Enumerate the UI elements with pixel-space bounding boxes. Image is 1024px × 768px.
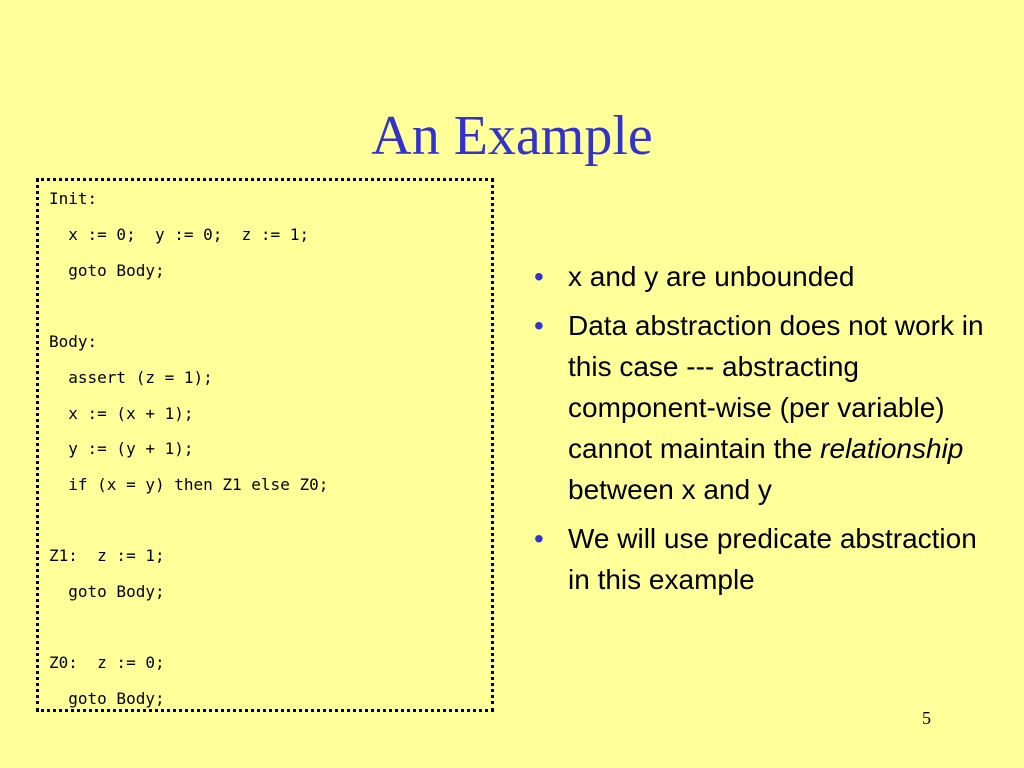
code-line: goto Body; [49, 582, 165, 601]
code-line: y := (y + 1); [49, 439, 194, 458]
code-box [36, 178, 494, 712]
slide-title: An Example [371, 105, 653, 167]
bullet-item [534, 256, 984, 297]
code-line: x := (x + 1); [49, 404, 194, 423]
bullet-text: x and y are unbounded [568, 261, 855, 292]
bullet-item [534, 518, 984, 600]
bullet-item [534, 305, 984, 510]
code-line: goto Body; [49, 689, 165, 708]
slide-number: 5 [922, 708, 931, 728]
bullet-text: Data abstraction does not work in this case --- abstracting component-wise (per variable) cannot maintain the [568, 310, 984, 464]
code-line: x := 0; y := 0; z := 1; [49, 225, 310, 244]
code-line: goto Body; [49, 261, 165, 280]
bullet-icon: • [534, 310, 544, 341]
code-line: Z1: z := 1; [49, 546, 165, 565]
code-line: Body: [49, 332, 98, 351]
code-line: assert (z = 1); [49, 368, 213, 387]
bullet-text: We will use predicate abstraction in this example [568, 523, 977, 595]
bullet-list [534, 256, 984, 608]
bullet-icon: • [534, 523, 544, 554]
code-line: Z0: z := 0; [49, 653, 165, 672]
code-line: Init: [49, 189, 98, 208]
bullet-text: between x and y [568, 474, 772, 505]
bullet-icon: • [534, 261, 544, 292]
bullet-emphasis: relationship [820, 433, 964, 464]
code-line: if (x = y) then Z1 else Z0; [49, 475, 329, 494]
